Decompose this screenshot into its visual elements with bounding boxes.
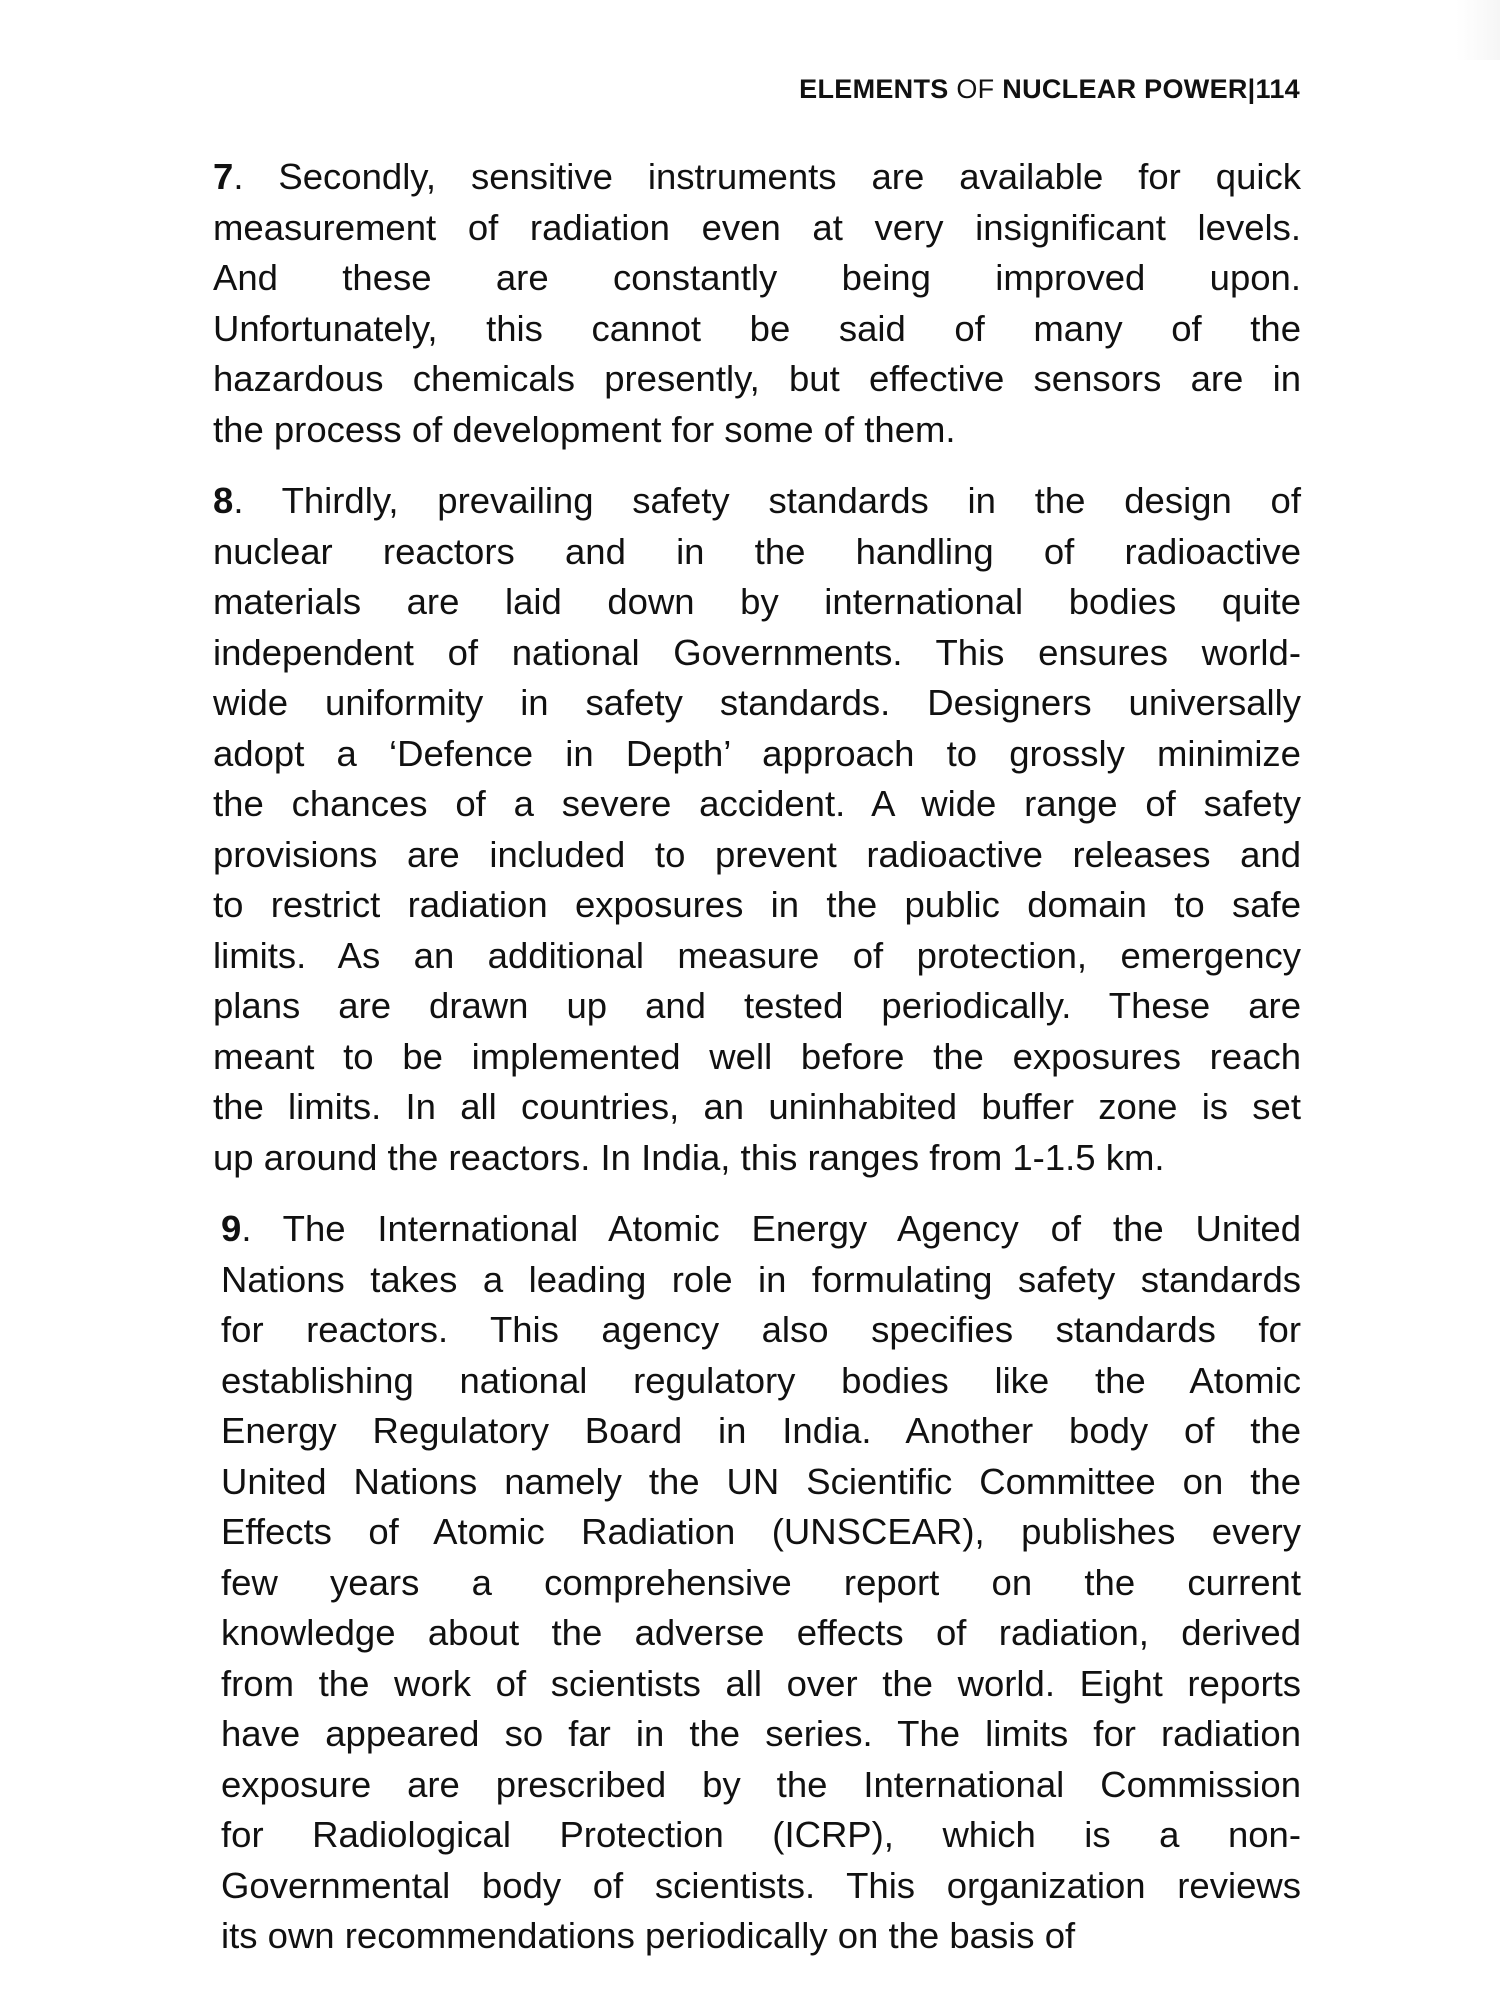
text-line [221, 1356, 1301, 1407]
paragraph-number: 8 [213, 480, 234, 521]
line-text: Energy Regulatory Board in India. Another body of the [221, 1410, 1301, 1451]
text-line [221, 1709, 1301, 1760]
line-text: to restrict radiation exposures in the public domain to safe [213, 884, 1301, 925]
line-text: United Nations namely the UN Scientific Committee on the [221, 1460, 1301, 1502]
line-text: its own recommendations periodically on the basis of [221, 1915, 1076, 1956]
header-title-part: OF [948, 74, 1003, 104]
paragraph-8 [213, 476, 1301, 1183]
line-text: . Secondly, sensitive instruments are available for quick [233, 156, 1301, 197]
text-line [221, 1911, 1301, 1962]
text-line [221, 1810, 1301, 1861]
paragraph-number: 9 [221, 1208, 242, 1249]
header-title-page: NUCLEAR POWER|114 [1002, 74, 1300, 104]
text-line [221, 1305, 1301, 1356]
text-line [213, 1032, 1301, 1083]
line-text: . Thirdly, prevailing safety standards in the design of [233, 480, 1301, 521]
text-line [213, 354, 1301, 405]
paragraph-7 [213, 152, 1301, 455]
line-text: independent of national Governments. This ensures world- [213, 631, 1301, 673]
line-text: the limits. In all countries, an uninhabited buffer zone is set [213, 1086, 1301, 1127]
line-text: for reactors. This agency also specifies standards for [221, 1309, 1301, 1350]
line-text: few years a comprehensive report on the current [221, 1561, 1301, 1603]
page-body [213, 152, 1301, 1983]
text-line [213, 476, 1301, 527]
line-text: materials are laid down by international bodies quite [213, 581, 1301, 622]
text-line [213, 1082, 1301, 1133]
text-line [213, 729, 1301, 780]
text-line [213, 304, 1301, 355]
line-text: Governmental body of scientists. This organization reviews [221, 1864, 1301, 1906]
line-text: for Radiological Protection (ICRP), which is a non- [221, 1814, 1301, 1855]
line-text: wide uniformity in safety standards. Designers universally [213, 682, 1301, 723]
line-text: have appeared so far in the series. The limits for radiation [221, 1713, 1301, 1754]
text-line [221, 1659, 1301, 1710]
line-text: the process of development for some of them. [213, 408, 956, 450]
text-line [213, 981, 1301, 1032]
line-text: Unfortunately, this cannot be said of many of the [213, 307, 1301, 349]
text-line [221, 1760, 1301, 1811]
paragraph-9 [221, 1204, 1301, 1962]
line-text: knowledge about the adverse effects of radiation, derived [221, 1612, 1301, 1653]
text-line [213, 830, 1301, 881]
line-text: Effects of Atomic Radiation (UNSCEAR), publishes every [221, 1511, 1301, 1552]
text-line [213, 678, 1301, 729]
text-line [213, 880, 1301, 931]
text-line [213, 253, 1301, 304]
text-line [213, 405, 1301, 456]
text-line [221, 1406, 1301, 1457]
running-header [799, 74, 1300, 105]
line-text: nuclear reactors and in the handling of radioactive [213, 530, 1301, 572]
text-line [213, 1133, 1301, 1184]
line-text: from the work of scientists all over the world. Eight reports [221, 1662, 1301, 1704]
line-text: meant to be implemented well before the exposures reach [213, 1035, 1301, 1077]
line-text: plans are drawn up and tested periodically. These are [213, 985, 1301, 1026]
text-line [221, 1255, 1301, 1306]
line-text: establishing national regulatory bodies like the Atomic [221, 1359, 1301, 1401]
text-line [213, 577, 1301, 628]
text-line [221, 1204, 1301, 1255]
text-line [221, 1861, 1301, 1912]
line-text: And these are constantly being improved upon. [213, 257, 1301, 298]
line-text: adopt a ‘Defence in Depth’ approach to grossly minimize [213, 732, 1301, 774]
text-line [221, 1558, 1301, 1609]
text-line [221, 1457, 1301, 1508]
text-line [213, 152, 1301, 203]
text-line [213, 527, 1301, 578]
paragraph-number: 7 [213, 156, 234, 197]
text-line [213, 931, 1301, 982]
line-text: up around the reactors. In India, this ranges from 1-1.5 km. [213, 1136, 1165, 1178]
scan-edge-shadow [1456, 0, 1500, 60]
line-text: exposure are prescribed by the International Commission [221, 1763, 1301, 1805]
text-line [213, 203, 1301, 254]
text-line [221, 1608, 1301, 1659]
line-text: the chances of a severe accident. A wide range of safety [213, 783, 1301, 824]
line-text: provisions are included to prevent radioactive releases and [213, 833, 1301, 875]
line-text: Nations takes a leading role in formulating safety standards [221, 1258, 1301, 1300]
text-line [213, 779, 1301, 830]
line-text: limits. As an additional measure of protection, emergency [213, 934, 1301, 976]
text-line [221, 1507, 1301, 1558]
line-text: hazardous chemicals presently, but effective sensors are in [213, 358, 1301, 399]
line-text: measurement of radiation even at very insignificant levels. [213, 206, 1301, 248]
header-title-part: ELEMENTS [799, 74, 949, 104]
line-text: . The International Atomic Energy Agency of the United [241, 1208, 1301, 1249]
text-line [213, 628, 1301, 679]
